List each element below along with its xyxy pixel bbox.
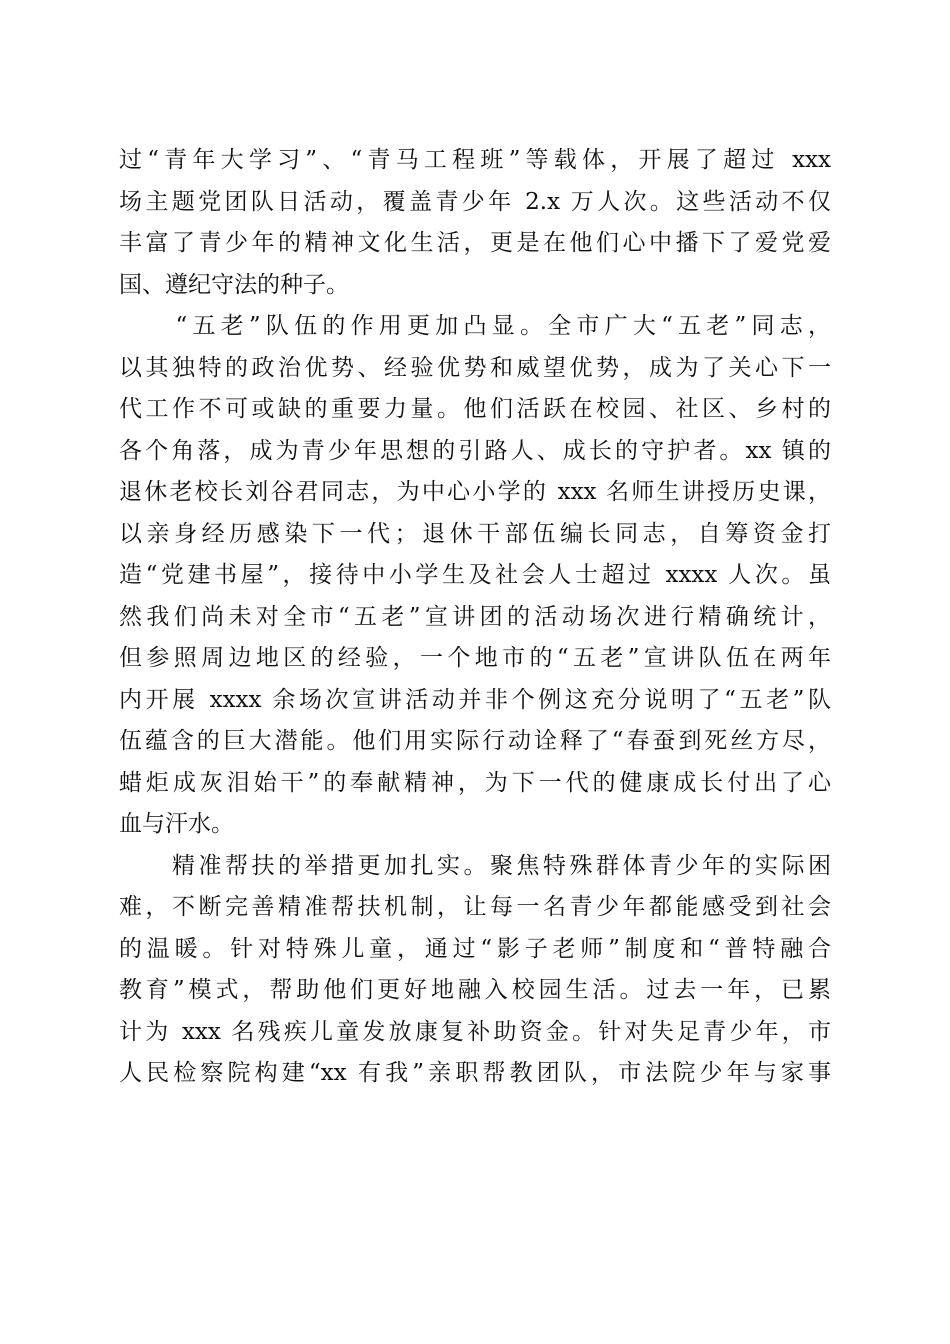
text-line: 血与汗水。 xyxy=(119,811,234,837)
text-line: 国、遵纪守法的种子。 xyxy=(119,271,349,298)
body-text xyxy=(119,140,831,1095)
text-line: 的温暖。针对特殊儿童，通过“影子老师”制度和“普特融合 xyxy=(119,935,831,962)
text-line: 各个角落，成为青少年思想的引路人、成长的守护者。xx 镇的 xyxy=(119,437,831,464)
text-line: 难，不断完善精准帮扶机制，让每一名青少年都能感受到社会 xyxy=(119,894,831,920)
text-line: 然我们尚未对全市“五老”宣讲团的活动场次进行精确统计， xyxy=(119,603,831,630)
text-line: 场主题党团队日活动，覆盖青少年 2.x 万人次。这些活动不仅 xyxy=(119,188,831,215)
text-line: 计为 xxx 名残疾儿童发放康复补助资金。针对失足青少年，市 xyxy=(119,1018,831,1045)
text-line: 教育”模式，帮助他们更好地融入校园生活。过去一年，已累 xyxy=(119,977,831,1003)
text-line: 人民检察院构建“xx 有我”亲职帮教团队，市法院少年与家事 xyxy=(119,1060,831,1086)
text-line: 过“青年大学习”、“青马工程班”等载体，开展了超过 xxx xyxy=(119,147,831,173)
text-line: 以其独特的政治优势、经验优势和威望优势，成为了关心下一 xyxy=(119,354,831,381)
text-line: 以亲身经历感染下一代；退休干部伍编长同志，自筹资金打 xyxy=(119,520,831,547)
text-line: 但参照周边地区的经验，一个地市的“五老”宣讲队伍在两年 xyxy=(119,645,831,671)
text-line: 退休老校长刘谷君同志，为中心小学的 xxx 名师生讲授历史课， xyxy=(119,479,831,505)
text-line: 丰富了青少年的精神文化生活，更是在他们心中播下了爱党爱 xyxy=(119,230,831,256)
text-line: “五老”队伍的作用更加凸显。全市广大“五老”同志， xyxy=(119,313,831,339)
text-line: 伍蕴含的巨大潜能。他们用实际行动诠释了“春蚕到死丝方尽， xyxy=(119,728,831,754)
text-line: 内开展 xxxx 余场次宣讲活动并非个例这充分说明了“五老”队 xyxy=(119,686,831,713)
text-line: 代工作不可或缺的重要力量。他们活跃在校园、社区、乡村的 xyxy=(119,396,831,422)
text-line: 蜡炬成灰泪始干”的奉献精神，为下一代的健康成长付出了心 xyxy=(119,769,831,796)
text-line: 精准帮扶的举措更加扎实。聚焦特殊群体青少年的实际困 xyxy=(119,852,831,879)
text-line: 造“党建书屋”，接待中小学生及社会人士超过 xxxx 人次。虽 xyxy=(119,562,831,588)
